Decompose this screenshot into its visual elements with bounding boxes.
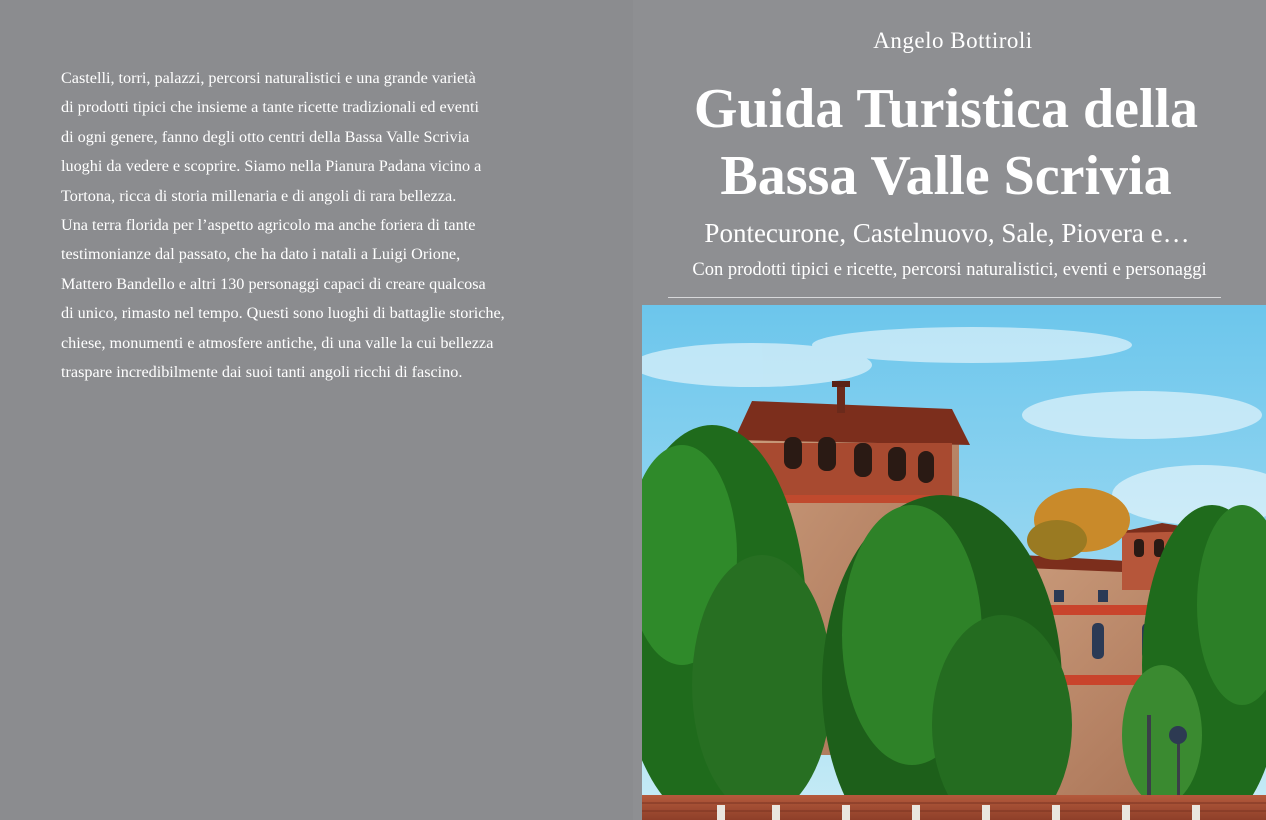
brick-wall	[642, 795, 1266, 820]
castle-photo	[642, 305, 1266, 820]
front-cover	[633, 0, 1266, 820]
back-cover-blurb	[61, 64, 571, 387]
author-name: Angelo Bottiroli	[873, 28, 1033, 53]
blurb-line: di prodotti tipici che insieme a tante ricette tradizionali ed eventi	[61, 98, 480, 117]
blurb-line: di unico, rimasto nel tempo. Questi sono luoghi di battaglie storiche,	[61, 304, 505, 323]
title-line-1: Guida Turistica della	[693, 78, 1199, 140]
book-tagline: Con prodotti tipici e ricette, percorsi naturalistici, eventi e personaggi	[692, 260, 1207, 280]
book-title	[633, 76, 1259, 210]
blurb-line: chiese, monumenti e atmosfere antiche, di una valle la cui bellezza	[61, 333, 494, 352]
divider	[668, 297, 1221, 298]
blurb-line: Castelli, torri, palazzi, percorsi naturalistici e una grande varietà	[61, 69, 476, 87]
title-line-2: Bassa Valle Scrivia	[720, 145, 1172, 207]
blurb-line: di ogni genere, fanno degli otto centri della Bassa Valle Scrivia	[61, 127, 470, 146]
blurb-line: testimonianze dal passato, che ha dato i natali a Luigi Orione,	[61, 245, 461, 264]
blurb-line: Una terra florida per l’aspetto agricolo ma anche foriera di tante	[61, 216, 476, 235]
book-subtitle: Pontecurone, Castelnuovo, Sale, Piovera e…	[704, 218, 1190, 248]
blurb-line: Mattero Bandello e altri 130 personaggi capaci di creare qualcosa	[61, 274, 486, 293]
blurb-line: traspare incredibilmente dai suoi tanti angoli ricchi di fascino.	[61, 363, 463, 382]
blurb-line: luoghi da vedere e scoprire. Siamo nella Pianura Padana vicino a	[61, 157, 482, 176]
blurb-line: Tortona, ricca di storia millenaria e di angoli di rara bellezza.	[61, 186, 457, 205]
